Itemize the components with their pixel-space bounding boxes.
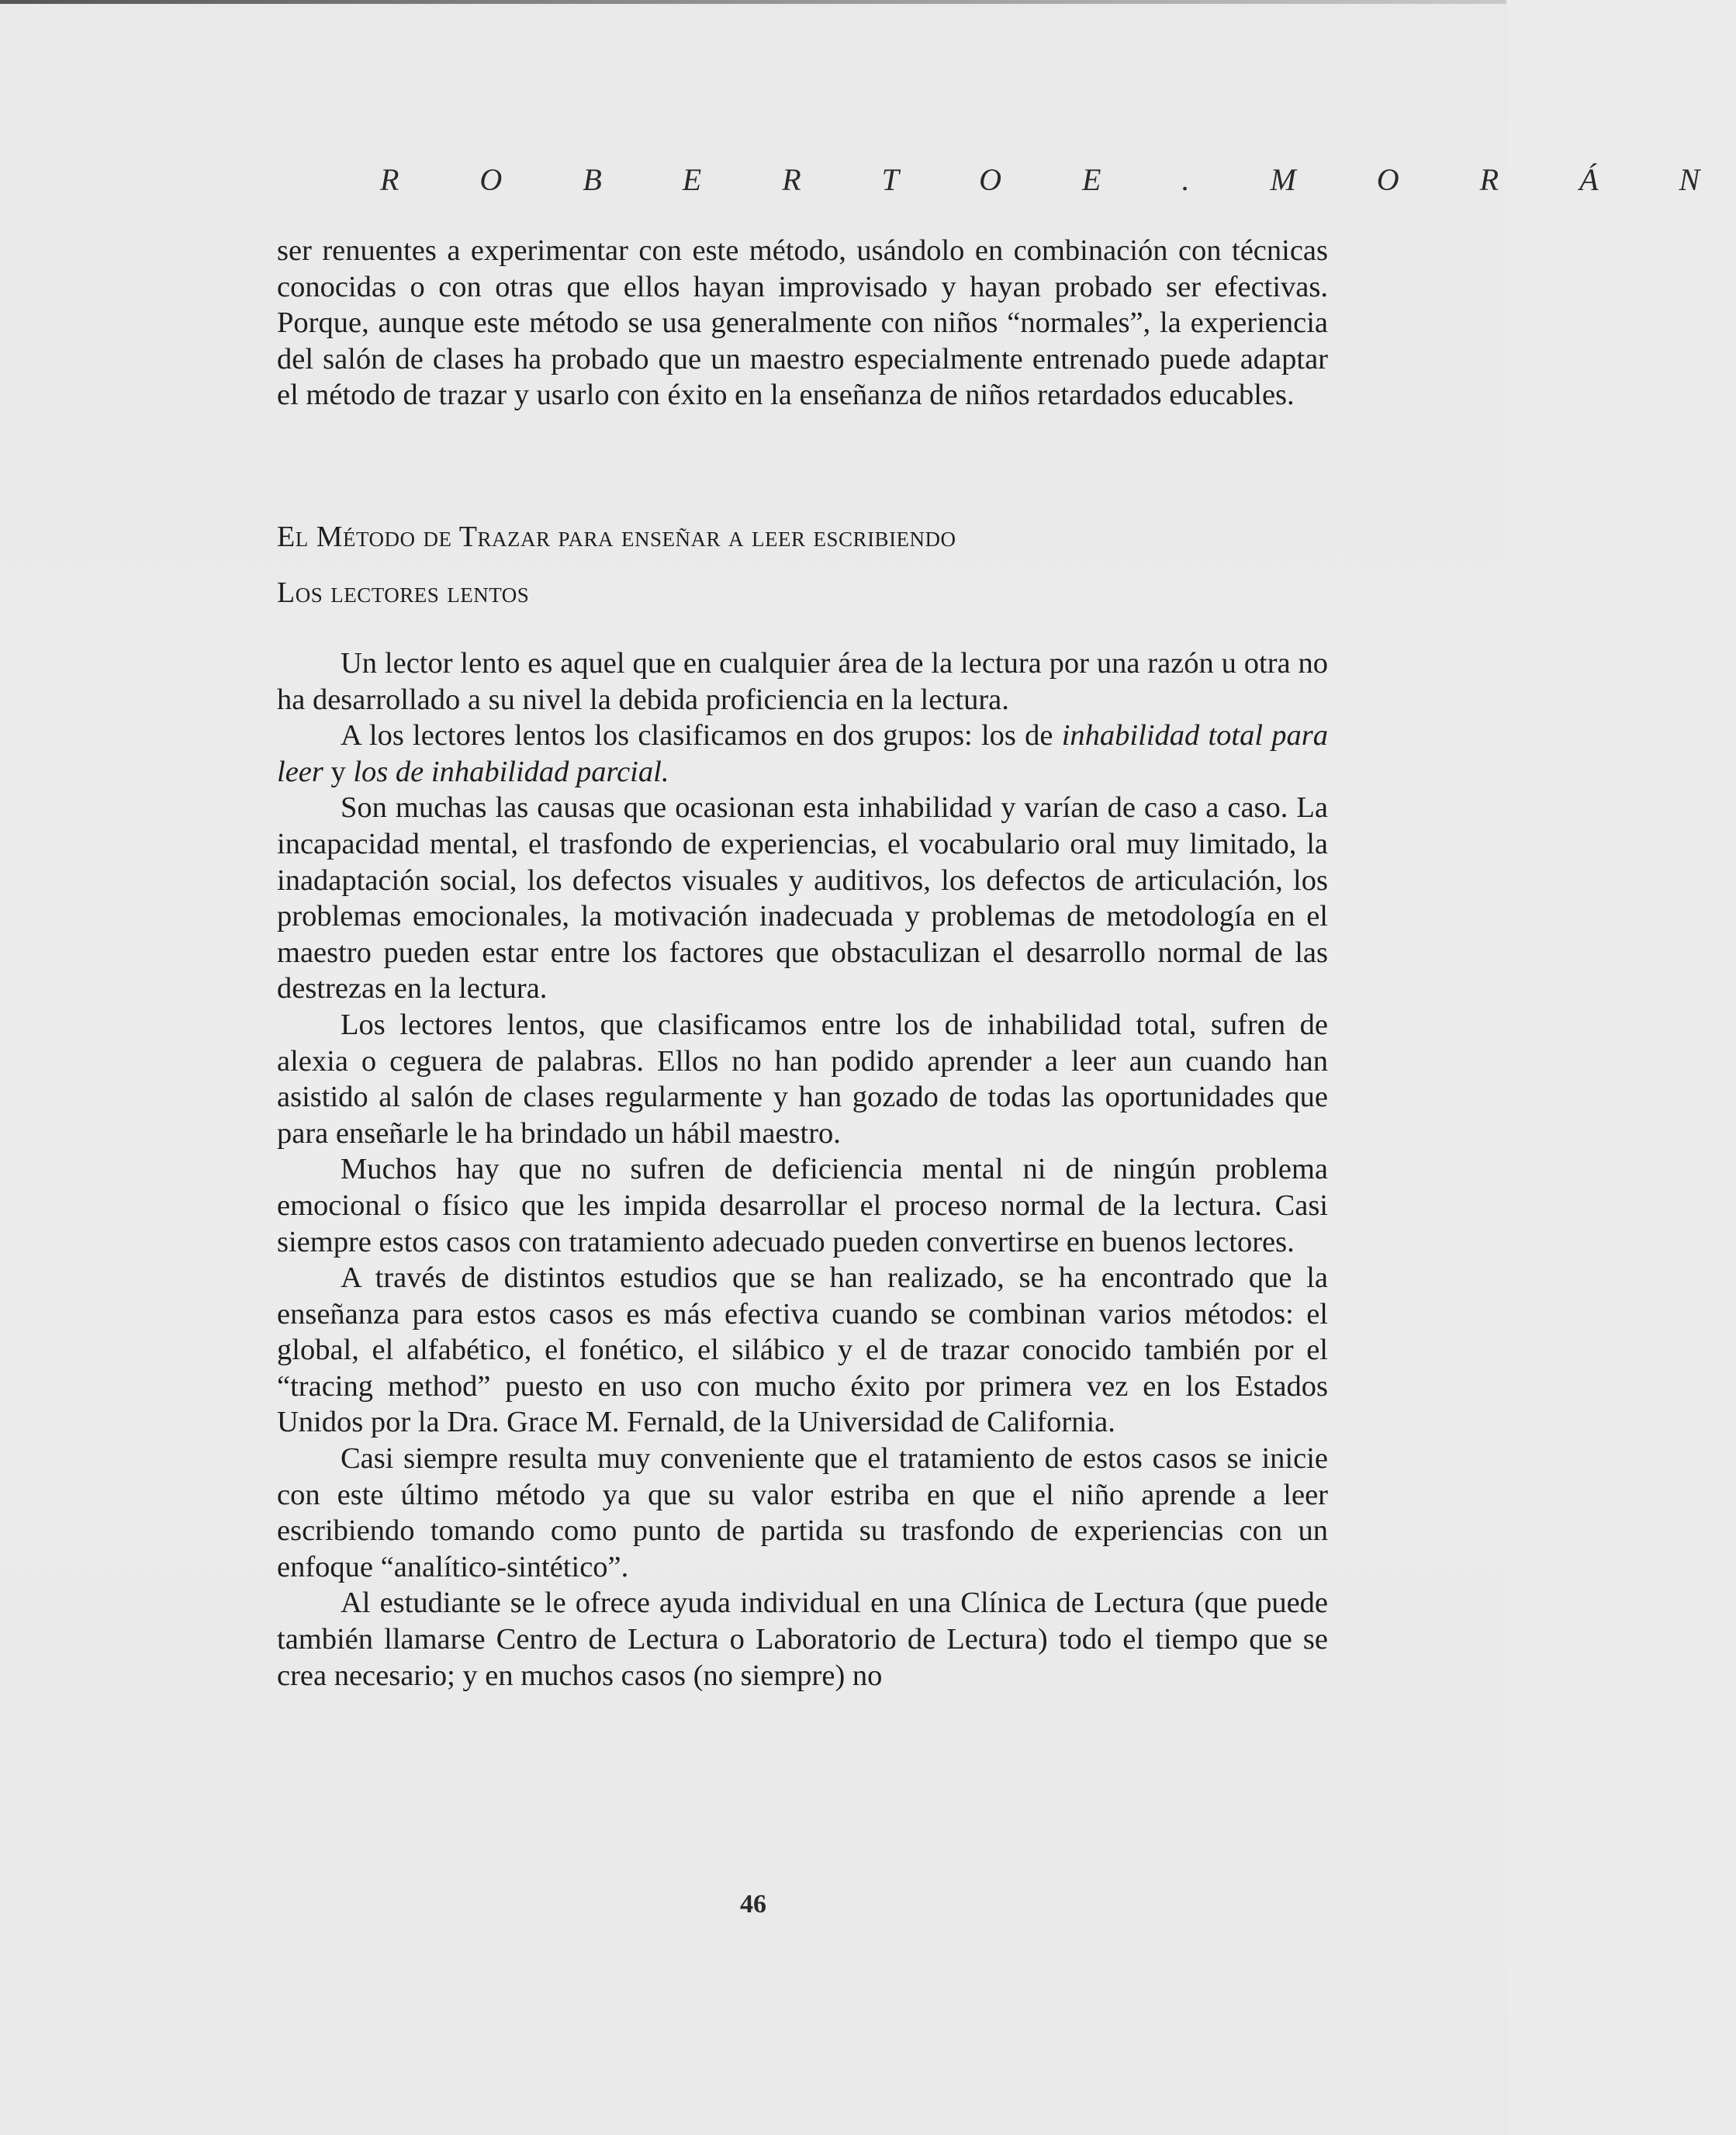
lead-paragraph: ser renuentes a experimentar con este método, usándolo en combinación con técnicas conocidas o con otras que ellos hayan improvisado y hayan probado ser efectivas. Porque, aunque este método se usa generalmente con niños “normales”, la experiencia del salón de clases ha probado que un maestro especialmente entrenado puede adaptar el método de trazar y usarlo con éxito en la enseñanza de niños retardados educables. bbox=[277, 234, 1328, 412]
paragraph-3: Son muchas las causas que ocasionan esta inhabilidad y varían de caso a caso. La incapacidad mental, el trasfondo de experiencias, el vocabulario oral muy limitado, la inadaptación social, los defectos visuales y auditivos, los defectos de articulación, los problemas emocionales, la motivación inadecuada y problemas de metodología en el maestro pueden estar entre los factores que obstaculizan el desarrollo normal de las destrezas en la lectura. bbox=[277, 791, 1328, 1005]
paragraph-6: A través de distintos estudios que se han realizado, se ha encontrado que la enseñanza para estos casos es más efectiva cuando se combinan varios métodos: el global, el alfabético, el fonético, el silábico y el de trazar conocido también por el “tracing method” puesto en uso con mucho éxito por primera vez en los Estados Unidos por la Dra. Grace M. Fernald, de la Universidad de California. bbox=[277, 1261, 1328, 1439]
subsection-heading: Los lectores lentos bbox=[277, 576, 530, 609]
running-head-author: R O B E R T O E . M O R Á N bbox=[380, 162, 1736, 197]
section-heading: El Método de Trazar para enseñar a leer escribiendo bbox=[277, 521, 956, 553]
lead-text-block bbox=[277, 233, 1328, 414]
paragraph-1: Un lector lento es aquel que en cualquier área de la lectura por una razón u otra no ha desarrollado a su nivel la debida proficiencia en la lectura. bbox=[277, 647, 1328, 716]
paragraph-2-italic-parcial: los de inhabilidad parcial. bbox=[353, 755, 669, 788]
paragraph-5: Muchos hay que no sufren de deficiencia mental ni de ningún problema emocional o físico que les impida desarrollar el proceso normal de la lectura. Casi siempre estos casos con tratamiento adecuado pueden convertirse en buenos lectores. bbox=[277, 1153, 1328, 1258]
paragraph-7: Casi siempre resulta muy conveniente que el tratamiento de estos casos se inicie con este último método ya que su valor estriba en que el niño aprende a leer escribiendo tomando como punto de partida su trasfondo de experiencias con un enfoque “analítico-sintético”. bbox=[277, 1442, 1328, 1583]
paragraph-8: Al estudiante se le ofrece ayuda individual en una Clínica de Lectura (que puede también llamarse Centro de Lectura o Laboratorio de Lectura) todo el tiempo que se crea necesario; y en muchos casos (no siempre) no bbox=[277, 1587, 1328, 1692]
paragraph-2-start: A los lectores lentos los clasificamos en dos grupos: los de bbox=[341, 719, 1062, 753]
paragraph-2 bbox=[277, 718, 1328, 790]
paragraph-4: Los lectores lentos, que clasificamos entre los de inhabilidad total, sufren de alexia o ceguera de palabras. Ellos no han podido aprender a leer aun cuando han asistido al salón de clases regularmente y han gozado de todas las oportunidades que para enseñarle le ha brindado un hábil maestro. bbox=[277, 1008, 1328, 1150]
page-number: 46 bbox=[740, 1890, 766, 1919]
paragraph-2-italic-total: inhabilidad total para leer bbox=[277, 719, 1328, 788]
body-text-block bbox=[277, 645, 1328, 1694]
paragraph-2-middle: y bbox=[323, 755, 354, 788]
page-top-edge bbox=[0, 0, 1506, 4]
